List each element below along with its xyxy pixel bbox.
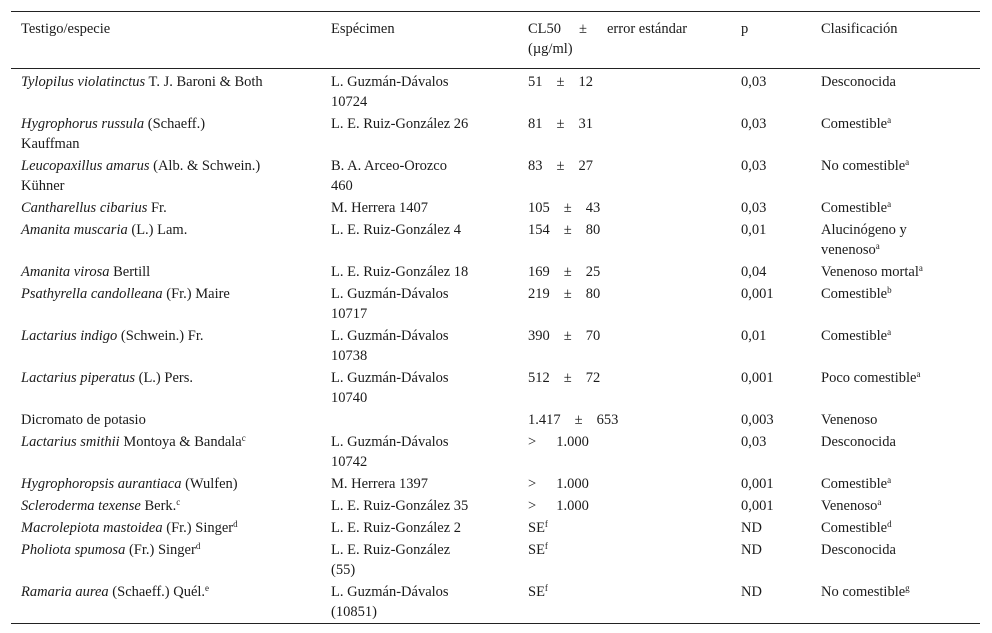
specimen-cell: L. Guzmán-Dávalos 10738 xyxy=(331,328,449,364)
p-cell: 0,01 xyxy=(741,222,767,238)
table-row xyxy=(11,431,980,473)
classification-cell: Venenoso xyxy=(821,412,878,428)
toxicity-table xyxy=(11,11,980,624)
specimen-cell: L. E. Ruiz-González 2 xyxy=(331,520,462,536)
classification-cell: No comestible$^g$ xyxy=(821,583,910,600)
table-row xyxy=(11,539,980,581)
specimen-cell: L. Guzmán-Dávalos (10851) xyxy=(331,584,449,620)
table-row xyxy=(11,473,980,495)
classification-cell: Comestible$^a$ xyxy=(821,115,892,132)
p-cell: 0,001 xyxy=(741,498,774,514)
specimen-cell xyxy=(321,409,518,431)
toxicity-table-container xyxy=(11,11,980,624)
cl50-cell: 51 ± 12 xyxy=(528,74,593,90)
species-cell: Amanita virosa Bertill xyxy=(21,264,151,280)
classification-cell: Desconocida xyxy=(821,542,896,558)
table-row xyxy=(11,283,980,325)
cl50-cell: > 1.000 xyxy=(528,434,589,450)
classification-cell: Comestible$^a$ xyxy=(821,475,892,492)
species-cell: Macrolepiota mastoidea (Fr.) Singer$^d$ xyxy=(21,519,238,536)
specimen-cell: B. A. Arceo-Orozco 460 xyxy=(331,158,447,194)
classification-cell: Alucinógeno y venenoso$^a$ xyxy=(821,222,907,258)
specimen-cell: L. E. Ruiz-González 18 xyxy=(331,264,469,280)
header-p: p xyxy=(741,21,749,37)
classification-cell: Venenoso$^a$ xyxy=(821,497,882,514)
cl50-cell: $SE^f$ xyxy=(528,541,548,558)
cl50-cell: 81 ± 31 xyxy=(528,116,593,132)
specimen-cell: L. E. Ruiz-González 35 xyxy=(331,498,469,514)
specimen-cell: L. E. Ruiz-González 4 xyxy=(331,222,462,238)
table-row xyxy=(11,367,980,409)
cl50-cell: 219 ± 80 xyxy=(528,286,601,302)
specimen-cell: L. Guzmán-Dávalos 10742 xyxy=(331,434,449,470)
classification-cell: Venenoso mortal$^a$ xyxy=(821,263,923,280)
p-cell: 0,03 xyxy=(741,158,767,174)
p-cell: ND xyxy=(741,584,762,600)
cl50-cell: > 1.000 xyxy=(528,498,589,514)
classification-cell: Comestible$^a$ xyxy=(821,327,892,344)
p-cell: 0,003 xyxy=(741,412,774,428)
specimen-cell: M. Herrera 1407 xyxy=(331,200,429,216)
classification-cell: Comestible$^a$ xyxy=(821,199,892,216)
table-row xyxy=(11,113,980,155)
species-cell: Leucopaxillus amarus (Alb. & Schwein.) Kühner xyxy=(21,158,261,194)
species-cell: Dicromato de potasio xyxy=(21,412,146,428)
species-cell: Hygrophoropsis aurantiaca (Wulfen) xyxy=(21,476,238,492)
table-row xyxy=(11,409,980,431)
specimen-cell: L. Guzmán-Dávalos 10724 xyxy=(331,74,449,110)
p-cell: 0,03 xyxy=(741,116,767,132)
cl50-cell: $SE^f$ xyxy=(528,519,548,536)
table-row xyxy=(11,261,980,283)
species-cell: Pholiota spumosa (Fr.) Singer$^d$ xyxy=(21,541,201,558)
specimen-cell: L. Guzmán-Dávalos 10717 xyxy=(331,286,449,322)
classification-cell: Comestible$^b$ xyxy=(821,285,892,302)
specimen-cell: L. E. Ruiz-González (55) xyxy=(331,542,451,578)
table-row xyxy=(11,197,980,219)
p-cell: 0,03 xyxy=(741,434,767,450)
table-row xyxy=(11,325,980,367)
classification-cell: Comestible$^d$ xyxy=(821,519,892,536)
classification-cell: Desconocida xyxy=(821,74,896,90)
cl50-cell: > 1.000 xyxy=(528,476,589,492)
classification-cell: Poco comestible$^a$ xyxy=(821,369,921,386)
species-cell: Lactarius smithii Montoya & Bandala$^c$ xyxy=(21,433,246,450)
cl50-cell: 390 ± 70 xyxy=(528,328,601,344)
p-cell: 0,001 xyxy=(741,286,774,302)
table-row xyxy=(11,495,980,517)
species-cell: Ramaria aurea (Schaeff.) Quél.$^e$ xyxy=(21,583,210,600)
species-cell: Cantharellus cibarius Fr. xyxy=(21,200,167,216)
p-cell: ND xyxy=(741,542,762,558)
species-cell: Tylopilus violatinctus T. J. Baroni & Both xyxy=(21,74,263,90)
p-cell: 0,03 xyxy=(741,200,767,216)
table-row xyxy=(11,517,980,539)
header-species: Testigo/especie xyxy=(21,21,111,37)
species-cell: Lactarius indigo (Schwein.) Fr. xyxy=(21,328,204,344)
species-cell: Hygrophorus russula (Schaeff.) Kauffman xyxy=(21,116,206,152)
species-cell: Amanita muscaria (L.) Lam. xyxy=(21,222,188,238)
specimen-cell: M. Herrera 1397 xyxy=(331,476,429,492)
table-row xyxy=(11,69,980,114)
p-cell: ND xyxy=(741,520,762,536)
species-cell: Scleroderma texense Berk.$^c$ xyxy=(21,497,181,514)
classification-cell: No comestible$^a$ xyxy=(821,157,910,174)
cl50-cell: 154 ± 80 xyxy=(528,222,601,238)
p-cell: 0,001 xyxy=(741,370,774,386)
specimen-cell: L. Guzmán-Dávalos 10740 xyxy=(331,370,449,406)
table-row xyxy=(11,155,980,197)
cl50-cell: 1.417 ± 653 xyxy=(528,412,619,428)
table-header-row xyxy=(11,12,980,69)
cl50-cell: $SE^f$ xyxy=(528,583,548,600)
table-row xyxy=(11,581,980,624)
header-classification: Clasificación xyxy=(821,21,898,37)
species-cell: Psathyrella candolleana (Fr.) Maire xyxy=(21,286,230,302)
cl50-cell: 105 ± 43 xyxy=(528,200,601,216)
header-specimen: Espécimen xyxy=(331,21,395,37)
species-cell: Lactarius piperatus (L.) Pers. xyxy=(21,370,193,386)
p-cell: 0,03 xyxy=(741,74,767,90)
table-row xyxy=(11,219,980,261)
classification-cell: Desconocida xyxy=(821,434,896,450)
p-cell: 0,01 xyxy=(741,328,767,344)
p-cell: 0,04 xyxy=(741,264,767,280)
specimen-cell: L. E. Ruiz-González 26 xyxy=(331,116,469,132)
cl50-cell: 83 ± 27 xyxy=(528,158,593,174)
cl50-cell: 512 ± 72 xyxy=(528,370,601,386)
header-cl50: CL50 ± error estándar (µg/ml) xyxy=(528,21,688,57)
cl50-cell: 169 ± 25 xyxy=(528,264,601,280)
p-cell: 0,001 xyxy=(741,476,774,492)
